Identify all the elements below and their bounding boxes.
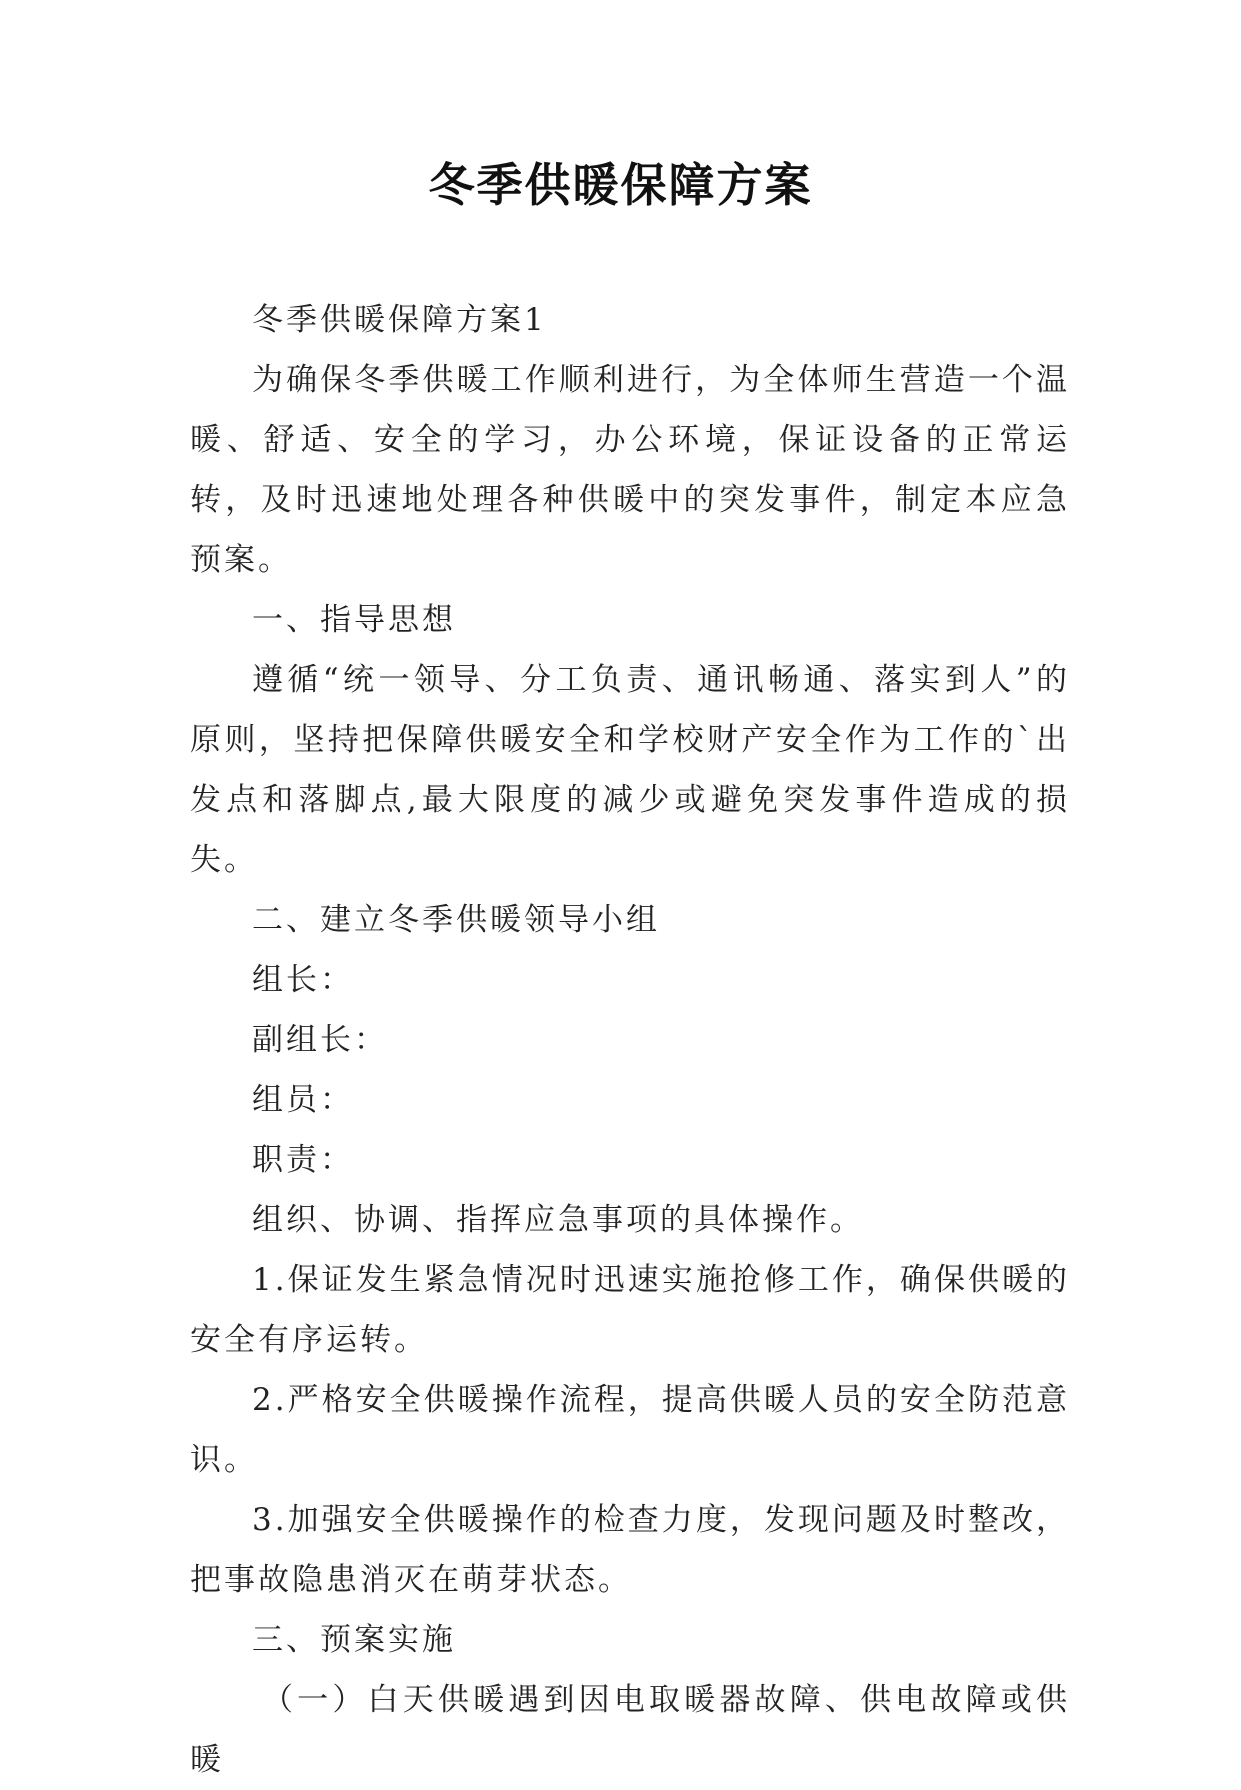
group-members-line: 组员： xyxy=(252,1082,354,1118)
duties-line: 职责： xyxy=(252,1142,354,1178)
section-heading-leadership-group: 二、建立冬季供暖领导小组 xyxy=(252,902,660,938)
duties-description: 组织、协调、指挥应急事项的具体操作。 xyxy=(252,1202,864,1238)
duty-item-2: 2.严格安全供暖操作流程，提高供暖人员的安全防范意识。 xyxy=(190,1382,1070,1478)
guiding-thought-paragraph: 遵循“统一领导、分工负责、通讯畅通、落实到人”的原则，坚持把保障供暖安全和学校财产安全作为工作的`出发点和落脚点,最大限度的减少或避免突发事件造成的损失。 xyxy=(190,662,1070,878)
document-body xyxy=(190,290,1070,1790)
duty-item-3: 3.加强安全供暖操作的检查力度，发现问题及时整改，把事故隐患消灭在萌芽状态。 xyxy=(190,1502,1070,1598)
section-heading-plan-implementation: 三、预案实施 xyxy=(252,1622,456,1658)
implementation-item-1: （一）白天供暖遇到因电取暖器故障、供电故障或供暖 xyxy=(190,1682,1070,1778)
intro-paragraph: 为确保冬季供暖工作顺利进行，为全体师生营造一个温暖、舒适、安全的学习，办公环境，保证设备的正常运转，及时迅速地处理各种供暖中的突发事件，制定本应急预案。 xyxy=(190,362,1070,578)
document-title: 冬季供暖保障方案 xyxy=(428,158,813,212)
section-heading-guiding-thought: 一、指导思想 xyxy=(252,602,456,638)
deputy-leader-line: 副组长： xyxy=(252,1022,388,1058)
duty-item-1: 1.保证发生紧急情况时迅速实施抢修工作，确保供暖的安全有序运转。 xyxy=(190,1262,1070,1358)
group-leader-line: 组长： xyxy=(252,962,354,998)
section-heading-plan-1: 冬季供暖保障方案1 xyxy=(252,302,547,338)
